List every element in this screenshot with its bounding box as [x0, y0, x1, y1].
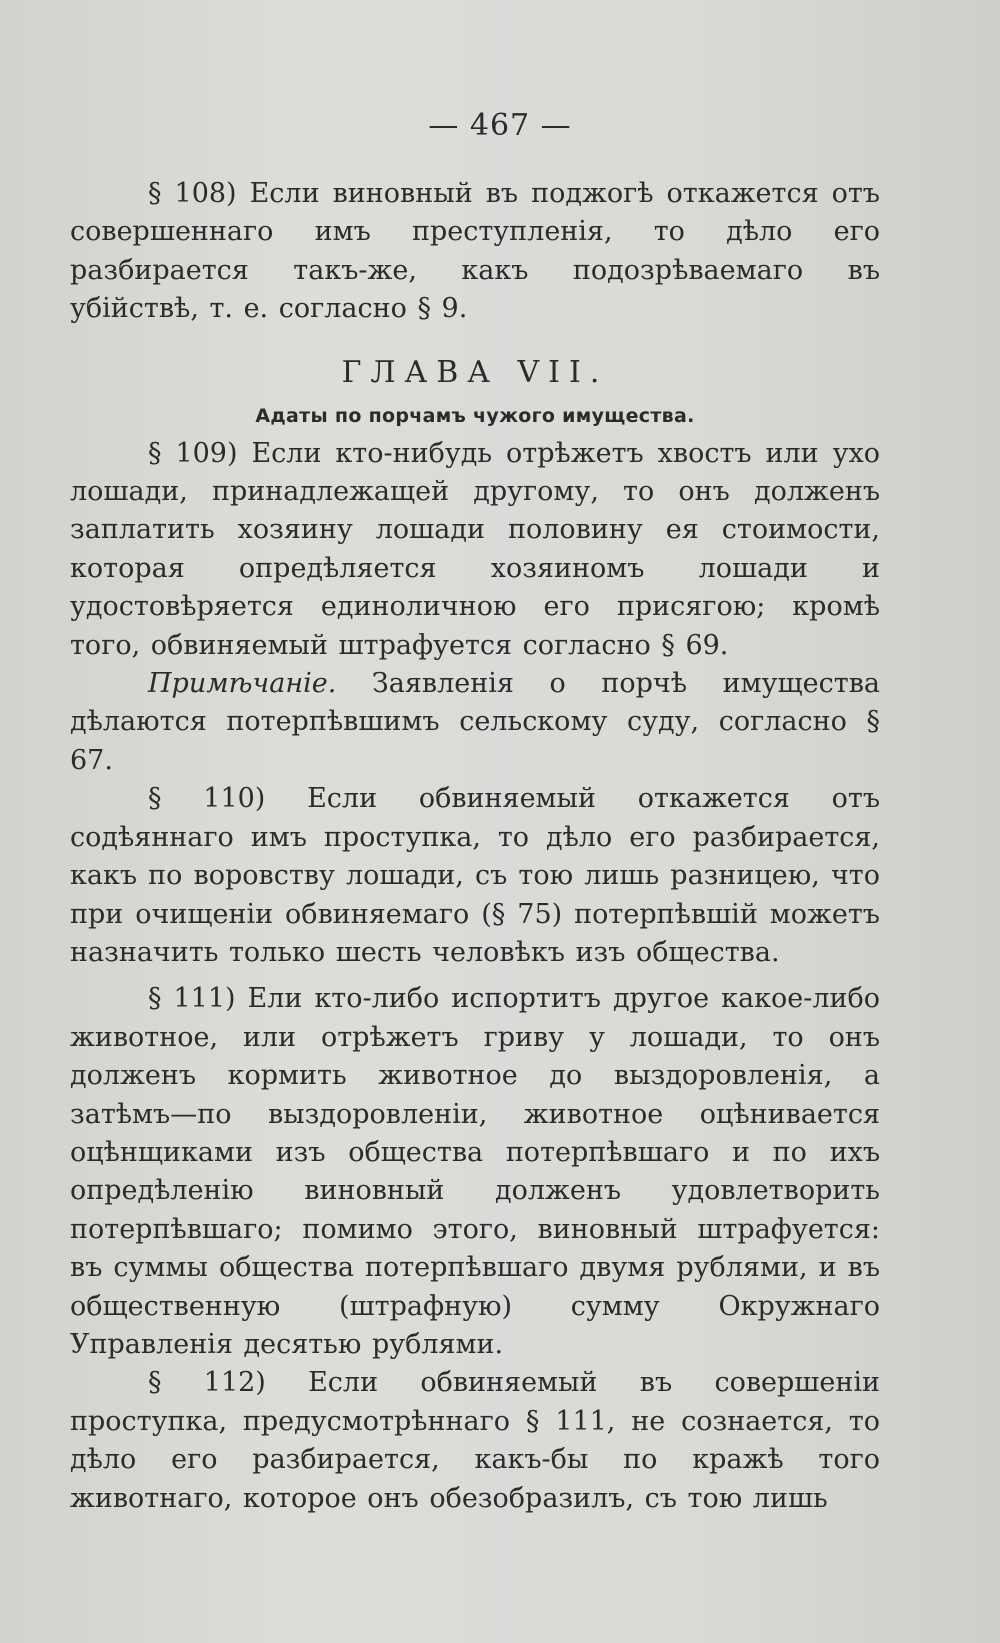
paragraph-110: § 110) Если обвиняемый откажется отъ содѣяннаго имъ проступка, то дѣло его разбирается, какъ по воровству лошади, съ тою лишь разницею, что при очищеніи обвиняемаго (§ 75) потерпѣвшій можетъ назначить только шесть человѣкъ изъ общества.	[70, 783, 880, 968]
section-heading: Адаты по порчамъ чужого имущества.	[255, 404, 695, 427]
chapter-title: ГЛАВА VII.	[341, 354, 609, 390]
note-label: Примѣчаніе.	[148, 668, 337, 700]
paragraph-108: § 108) Если виновный въ поджогѣ откажется отъ совершеннаго имъ преступленія, то дѣло его разбирается такъ-же, какъ подозрѣваемаго въ убійствѣ, т. е. согласно § 9.	[70, 178, 880, 325]
paragraph-111: § 111) Ели кто-либо испортитъ другое какое-либо животное, или отрѣжетъ гриву у лошади, то онъ долженъ кормить животное до выздоровленія, а затѣмъ—по выздоровленіи, животное оцѣнивается оцѣнщиками изъ общества потерпѣвшаго и по ихъ опредѣленію виновный долженъ удовлетворить потерпѣвшаго; помимо этого, виновный штрафуется: въ суммы общества потерпѣвшаго двумя рублями, и въ общественную (штрафную) сумму Окружнаго Управленія десятью рублями.	[70, 983, 880, 1360]
note-text: Заявленія о порчѣ имущества дѣлаются потерпѣвшимъ сельскому суду, согласно § 67.	[70, 668, 880, 776]
paragraph-109: § 109) Если кто-нибудь отрѣжетъ хвостъ или ухо лошади, принадлежащей другому, то онъ долженъ заплатить хозяину лошади половину ея стоимости, которая опредѣляется хозяиномъ лошади и удостовѣряется единоличною его присягою; кромѣ того, обвиняемый штрафуется согласно § 69.	[70, 437, 880, 661]
page-body	[70, 175, 880, 1518]
paragraph-112: § 112) Если обвиняемый въ совершеніи проступка, предусмотрѣннаго § 111, не сознается, то дѣло его разбирается, какъ-бы по кражѣ того животнаго, которое онъ обезобразилъ, съ тою лишь	[70, 1367, 880, 1514]
note-paragraph	[70, 665, 880, 780]
paragraph-gap	[70, 972, 880, 980]
page-number: — 467 —	[428, 108, 572, 143]
